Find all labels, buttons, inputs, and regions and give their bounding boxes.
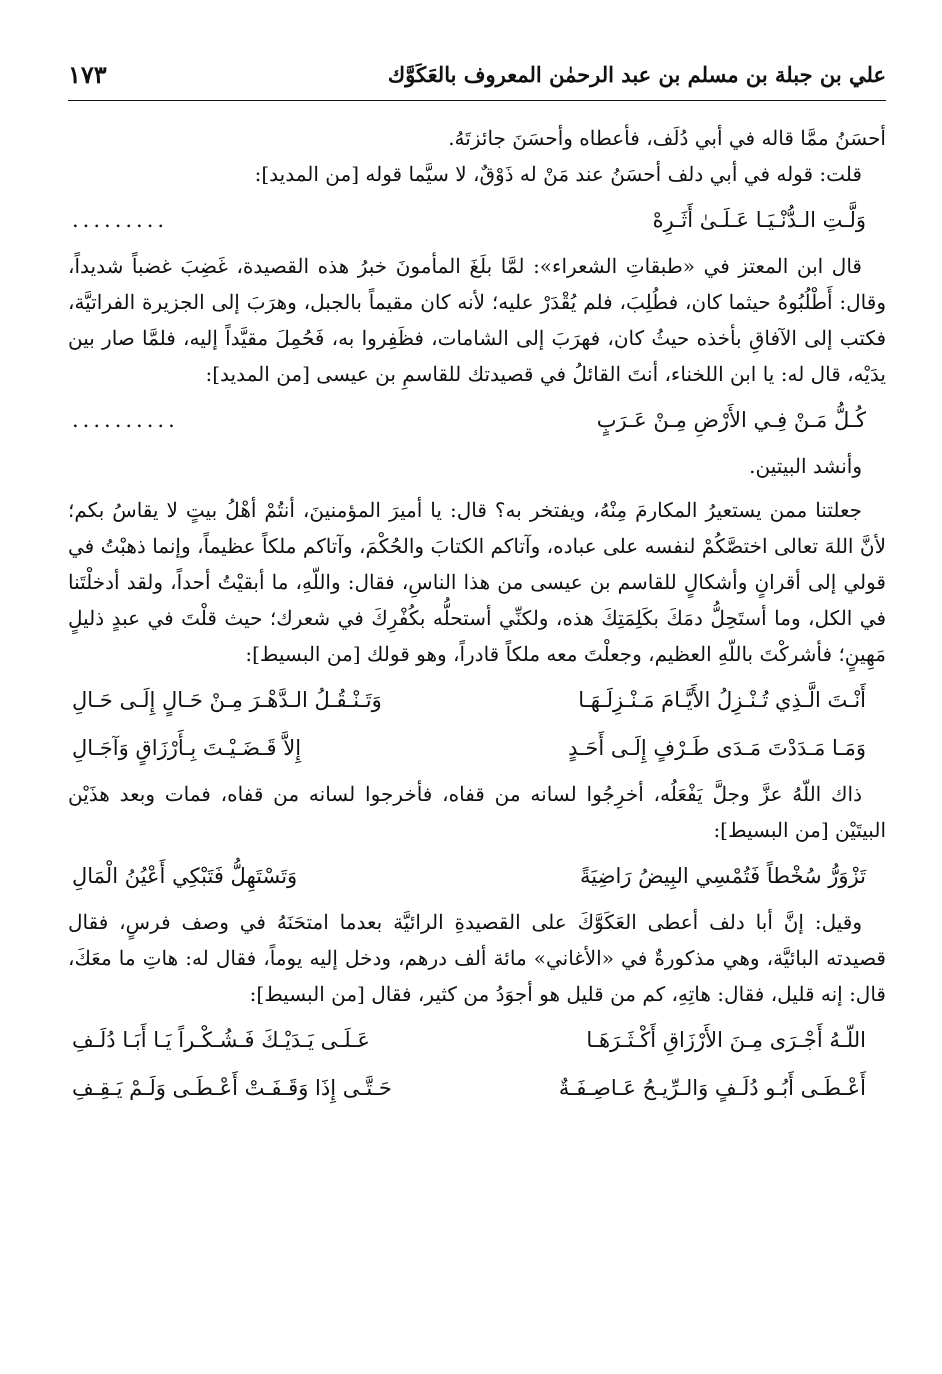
verse-line-7 <box>72 1068 866 1108</box>
verse-line-1 <box>72 200 866 240</box>
page-number: ١٧٣ <box>68 59 107 89</box>
verse-line-6 <box>72 1020 866 1060</box>
verse-line-5 <box>72 856 866 896</box>
verse-7-second-hemistich: حَـتَّـى إِذَا وَقَـفَـتْ أَعْـطَـى وَلَـمْ يَـقِـفِ <box>72 1076 392 1100</box>
running-header <box>68 48 886 101</box>
paragraph-5: جعلتنا ممن يستعيرُ المكارمَ مِنْهُ، ويفتخر به؟ قال: يا أميرَ المؤمنينَ، أنتُمْ أهْلُ بيتٍ لا يقاسُ بكم؛ لأنَّ اللهَ تعالى اختصَّكُمْ لنفسه على عباده، وآتاكم الكتابَ والحُكْمَ، وآتاكم ملكاً عظيماً، وإنما ذهبْتُ في قولي إلى أقرانٍ وأشكالٍ للقاسم بن عيسى من هذا الناسِ، فقال: واللّهِ، ما أبقيْتُ أحداً، ولقد أدخلْتَنا في الكل، وما أستَحِلُّ دمَكَ بكَلِمَتِكَ هذه، ولكنِّي أستحلُّه بكُفْرِكَ في شعرك؛ حيث قلْتَ في عبدٍ ذليلٍ مَهِينٍ؛ فأشركْتَ باللّهِ العظيم، وجعلْتَ معه ملكاً قادراً، وهو قولك [من البسيط]: <box>68 498 886 666</box>
paragraph-7: وقيل: إنَّ أبا دلف أعطى العَكَوَّكَ على القصيدةِ الرائيَّة بعدما امتحَنَهُ في وصف فرسٍ، فقال قصيدته البائيَّة، وهي مذكورةٌ في «الأغاني» مائة ألف درهم، ودخل إليه يوماً، فقال له: هاتِ ما معَكَ، قال: إنه قليل، فقال: هاتِهِ، كم من قليل هو أجوَدُ من كثير، فقال [من البسيط]: <box>68 910 886 1006</box>
paragraph-3: قال ابن المعتز في «طبقاتِ الشعراء»: لمَّا بلَغَ المأمونَ خبرُ هذه القصيدة، غَضِبَ غضباً شديداً، وقال: أَطْلُبُوهُ حيثما كان، فطُلِبَ، فلم يُقْدَرْ عليه؛ لأنه كان مقيماً بالجبل، وهرَبَ إلى الجزيرة الفراتيَّة، فكتب إلى الآفاقِ بأخذه حيثُ كان، فهرَبَ إلى الشامات، فظَفِروا به، فَحُمِلَ مقيَّداً إليه، فلمَّا صار بين يدَيْه، قال له: يا ابن اللخناء، أنتَ القائلُ في قصيدتك للقاسمِ بن عيسى [من المديد]: <box>68 254 886 386</box>
paragraph-4: وأنشد البيتين. <box>749 454 862 478</box>
verse-line-4 <box>72 728 866 768</box>
paragraph-1: أحسَنُ ممَّا قاله في أبي دُلَف، فأعطاه وأحسَنَ جائزتَهُ. <box>448 126 886 150</box>
verse-4-second-hemistich: إِلاَّ قَـضَـيْـتَ بِـأَرْزَاقٍ وَآجَـالِ <box>72 736 302 760</box>
verse-3-second-hemistich: وَتَـنْـقُـلُ الـدَّهْـرَ مِـنْ حَـالٍ إِلَـى حَـالِ <box>72 688 382 712</box>
paragraph-6: ذاك اللّهُ عزَّ وجلَّ يَفْعَلُه، أخرِجُوا لسانه من قفاه، فأخرجوا لسانه من قفاه، فمات وبعد هذَيْن البيتَيْن [من البسيط]: <box>68 782 886 842</box>
verse-line-3 <box>72 680 866 720</box>
verse-1-first-hemistich: وَلَّـتِ الـدُّنْـيَـا عَـلَـىٰ أَثَـرِهْ <box>652 208 866 232</box>
verse-3-first-hemistich: أَنْـتَ الَّـذِي تُـنْـزِلُ الأَيَّـامَ مَـنْـزِلَـهَـا <box>578 688 866 712</box>
paragraph-2: قلت: قوله في أبي دلف أحسَنُ عند مَنْ له ذَوْقٌ، لا سيَّما قوله [من المديد]: <box>254 162 862 186</box>
verse-5-first-hemistich: تَزْوَرُّ سُخْطاً فَتُمْسِي البِيضُ رَاضِيَةً <box>580 864 866 888</box>
running-title: علي بن جبلة بن مسلم بن عبد الرحمٰن المعروف بالعَكَوَّك <box>387 61 886 87</box>
page-body <box>68 120 886 1116</box>
verse-6-first-hemistich: اللّـهُ أَجْـرَى مِـنَ الأَرْزَاقِ أَكْـثَـرَهَـا <box>586 1028 866 1052</box>
verse-2-first-hemistich: كُـلُّ مَـنْ فِـي الأَرْضِ مِـنْ عَـرَبٍ <box>596 408 866 432</box>
verse-6-second-hemistich: عَـلَـى يَـدَيْـكَ فَـشُـكْـراً يَـا أَبَـا دُلَـفِ <box>72 1028 370 1052</box>
verse-5-second-hemistich: وَتَسْتَهِلُّ فَتَبْكِي أَعْيُنُ الْمَالِ <box>72 864 298 888</box>
verse-1-omitted-hemistich: ......... <box>72 208 169 232</box>
verse-line-2 <box>72 400 866 440</box>
verse-4-first-hemistich: وَمَـا مَـدَدْتَ مَـدَى طَـرْفٍ إِلَـى أَحَـدٍ <box>568 736 866 760</box>
verse-7-first-hemistich: أَعْـطَـى أَبُـو دُلَـفٍ وَالـرِّيـحُ عَـاصِـفَـةٌ <box>558 1076 866 1100</box>
verse-2-omitted-hemistich: .......... <box>72 408 179 432</box>
